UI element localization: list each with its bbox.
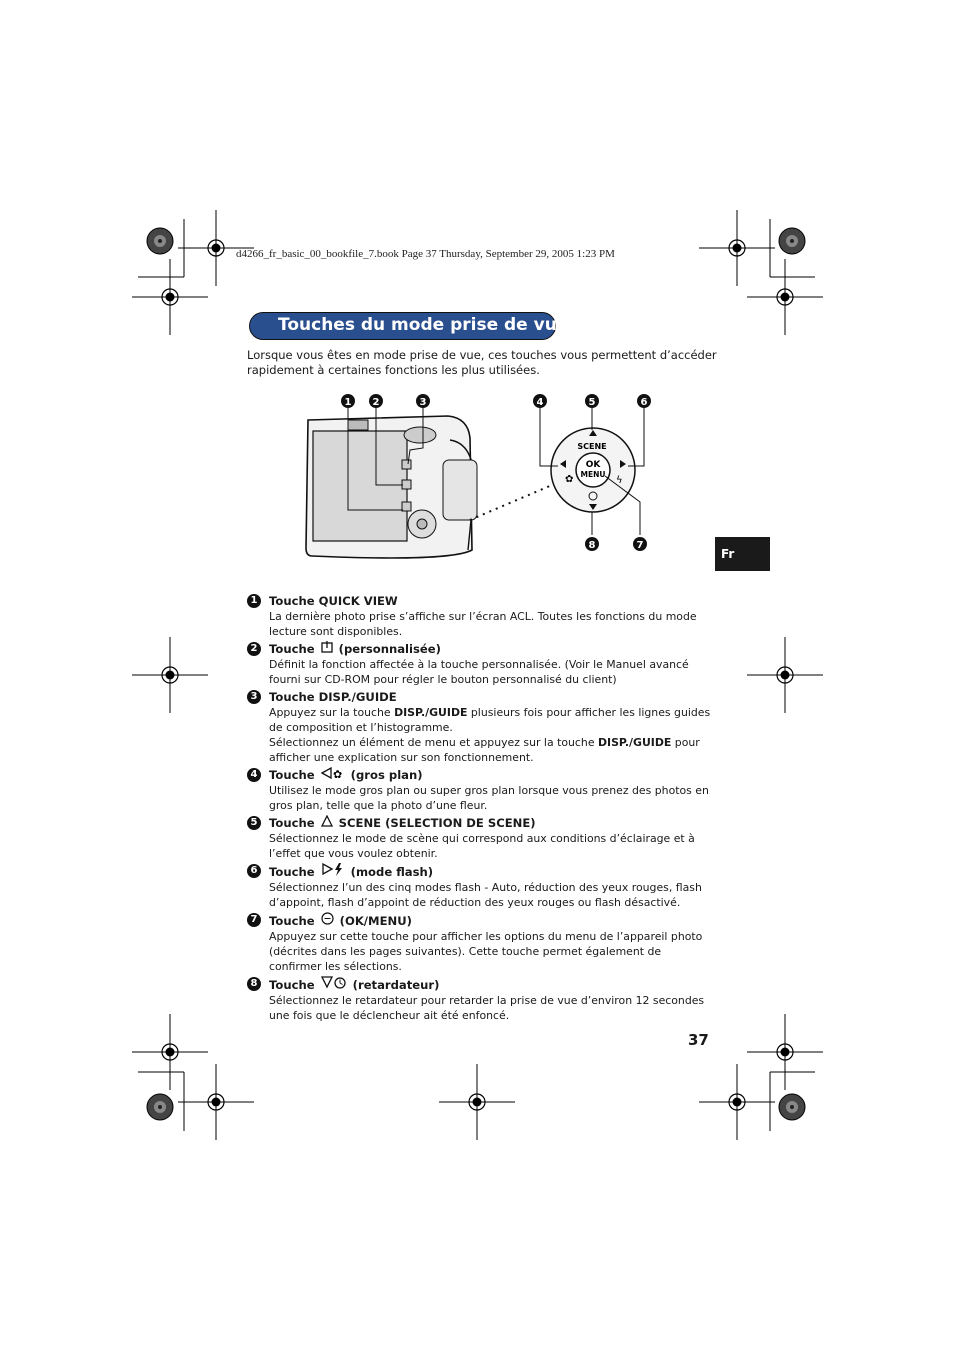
left-macro-icon (321, 767, 345, 779)
item-title-suffix: (gros plan) (350, 768, 423, 782)
item-title-suffix: (personnalisée) (338, 642, 441, 656)
rosette-mark (779, 1094, 805, 1120)
item-number: 3 (247, 690, 261, 704)
camera-back-view (306, 408, 552, 558)
macro-icon: ✿ (565, 474, 574, 485)
grip (443, 460, 477, 520)
item-title (269, 976, 712, 993)
crosshair-mark (178, 1064, 254, 1140)
callout-4 (533, 394, 547, 408)
item-title (269, 863, 712, 880)
item-title-prefix: Touche (269, 914, 315, 928)
custom-button-icon (321, 641, 333, 653)
rosette-mark (147, 228, 173, 254)
section-title: Touches du mode prise de vue (249, 312, 556, 340)
svg-text:8: 8 (588, 540, 596, 551)
item-number: 5 (247, 816, 261, 830)
crosshair-mark (747, 1014, 823, 1090)
item-number: 7 (247, 913, 261, 927)
svg-text:5: 5 (588, 397, 596, 408)
item-title-suffix: (mode flash) (350, 865, 434, 879)
crosshair-mark (747, 259, 823, 335)
item-title: Touche QUICK VIEW (269, 594, 398, 608)
page-number: 37 (688, 1031, 709, 1049)
callout-7 (633, 537, 647, 551)
svg-text:2: 2 (372, 397, 380, 408)
item-number: 6 (247, 864, 261, 878)
right-flash-icon (321, 863, 345, 876)
crosshair-mark (439, 1064, 515, 1140)
item-title (269, 641, 712, 657)
item-title-prefix: Touche (269, 865, 315, 879)
list-item (247, 976, 712, 1023)
callout-8 (585, 537, 599, 551)
item-body: Sélectionnez le mode de scène qui correspond aux conditions d’éclairage et à l’effet que vous voulez obtenir. (269, 832, 695, 860)
intro-paragraph: Lorsque vous êtes en mode prise de vue, ces touches vous permettent d’accéder rapidement à certaines fonctions les plus utilisées. (247, 348, 717, 377)
list-item (247, 912, 712, 974)
crosshair-mark (132, 1014, 208, 1090)
list-item (247, 689, 712, 765)
ok-menu-icon (321, 912, 334, 925)
svg-text:3: 3 (419, 397, 427, 408)
lcd-screen (313, 431, 407, 541)
svg-text:1: 1 (344, 397, 352, 408)
viewfinder (348, 420, 368, 430)
svg-text:7: 7 (636, 540, 644, 551)
dial-ok-text: OK (585, 460, 601, 470)
item-title-prefix: Touche (269, 978, 315, 992)
item-title: Touche DISP./GUIDE (269, 690, 397, 704)
dial-scene-text: SCENE (577, 442, 607, 451)
svg-text:✿: ✿ (332, 768, 342, 779)
crosshair-mark (699, 1064, 775, 1140)
file-header-line: d4266_fr_basic_00_bookfile_7.book Page 37 Thursday, September 29, 2005 1:23 PM (236, 248, 615, 260)
item-title-suffix: (OK/MENU) (339, 914, 412, 928)
down-timer-icon (321, 976, 347, 989)
item-body: Utilisez le mode gros plan ou super gros plan lorsque vous prenez des photos en gros plan, telle que la photo d’une fleur. (269, 784, 709, 812)
item-number: 2 (247, 642, 261, 656)
item-body: La dernière photo prise s’affiche sur l’écran ACL. Toutes les fonctions du mode lecture sont disponibles. (269, 610, 697, 638)
callout-3 (416, 394, 430, 408)
callout-5 (585, 394, 599, 408)
callout-2 (369, 394, 383, 408)
item-title-suffix: SCENE (SELECTION DE SCENE) (338, 816, 536, 830)
rosette-mark (779, 228, 805, 254)
list-item (247, 863, 712, 910)
callout-6 (637, 394, 651, 408)
list-item (247, 593, 712, 639)
flash-icon: ϟ (616, 475, 623, 486)
language-tab: Fr (715, 537, 770, 571)
item-title (269, 815, 712, 831)
mode-dial (404, 427, 436, 443)
crosshair-mark (747, 637, 823, 713)
crosshair-mark (132, 259, 208, 335)
item-body: Sélectionnez l’un des cinq modes flash - Auto, réduction des yeux rouges, flash d’appoint, flash d’appoint de réduction des yeux rouges ou flash désactivé. (269, 881, 702, 909)
dial-closeup (540, 408, 644, 535)
item-number: 4 (247, 768, 261, 782)
camera-illustration (300, 390, 680, 560)
item-title (269, 912, 712, 929)
item-body: Appuyez sur la touche DISP./GUIDE plusieurs fois pour afficher les lignes guides de composition et l’histogramme. Sélectionnez un élément de menu et appuyez sur la touche DISP./GUIDE pour afficher une explication sur son fonctionnement. (269, 706, 711, 764)
svg-text:6: 6 (640, 397, 648, 408)
crosshair-mark (699, 210, 775, 286)
item-body: Définit la fonction affectée à la touche personnalisée. (Voir le Manuel avancé fourni sur CD-ROM pour régler le bouton personnalisé du client) (269, 658, 689, 686)
item-title-prefix: Touche (269, 642, 315, 656)
item-title-prefix: Touche (269, 816, 315, 830)
callout-1 (341, 394, 355, 408)
dial-menu-text: MENU (580, 470, 606, 479)
item-body: Appuyez sur cette touche pour afficher les options du menu de l’appareil photo (décrites dans les pages suivantes). Cette touche permet également de confirmer les sélections. (269, 930, 703, 973)
list-item (247, 767, 712, 813)
button-descriptions (247, 593, 712, 1025)
up-triangle-icon (321, 815, 333, 827)
crosshair-mark (132, 637, 208, 713)
rosette-mark (147, 1094, 173, 1120)
svg-text:4: 4 (536, 397, 544, 408)
item-title-suffix: (retardateur) (352, 978, 440, 992)
list-item (247, 641, 712, 687)
item-title (269, 767, 712, 783)
list-item (247, 815, 712, 861)
item-number: 8 (247, 977, 261, 991)
item-title-prefix: Touche (269, 768, 315, 782)
item-body: Sélectionnez le retardateur pour retarder la prise de vue d’environ 12 secondes une fois que le déclencheur ait été enfoncé. (269, 994, 705, 1022)
item-number: 1 (247, 594, 261, 608)
